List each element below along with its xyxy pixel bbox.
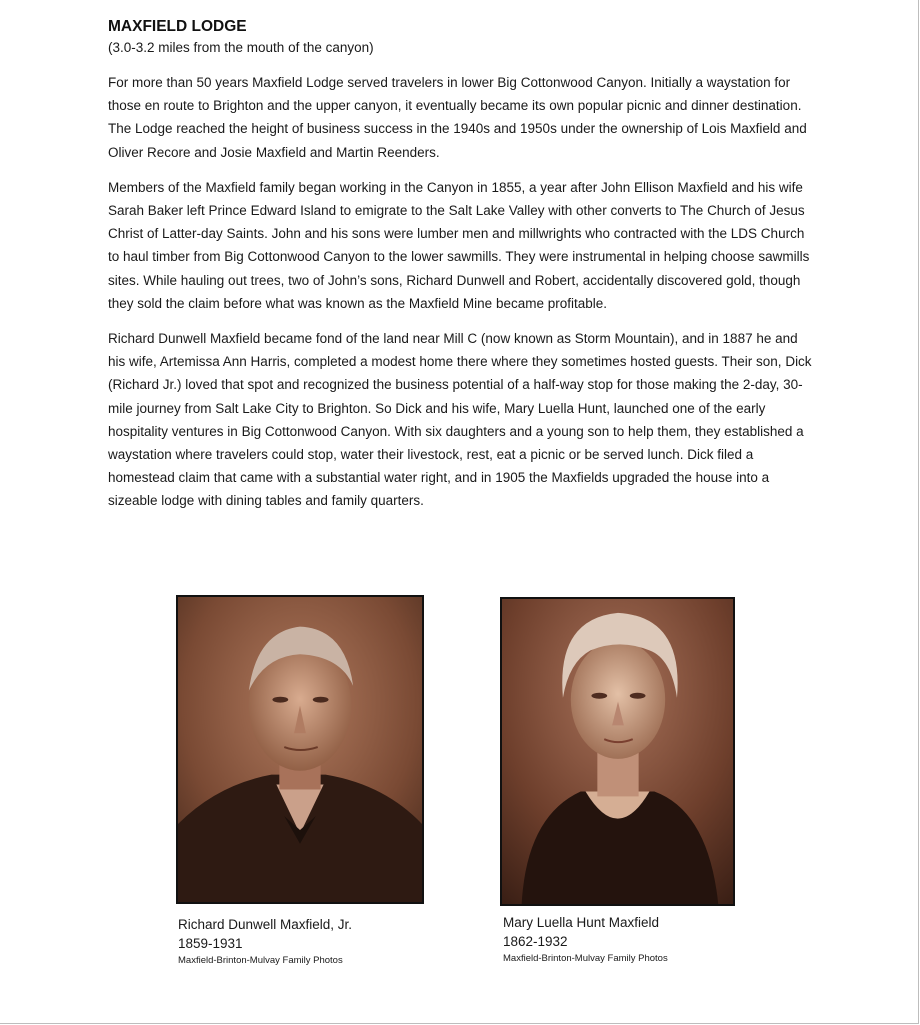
page-title: MAXFIELD LODGE (108, 18, 247, 35)
portrait-photo-richard (176, 595, 424, 904)
article-body (108, 16, 813, 525)
paragraph-3: Richard Dunwell Maxfield became fond of the land near Mill C (now known as Storm Mountain), and in 1887 he and his wife, Artemissa Ann Harris, completed a modest home there where they sometimes hosted guests. Their son, Dick (Richard Jr.) loved that spot and recognized the business potential of a half-way stop for those making the 2-day, 30-mile journey from Salt Lake City to Brighton. So Dick and his wife, Mary Luella Hunt, launched one of the early hospitality ventures in Big Cottonwood Canyon. With six daughters and a young son to help them, they established a waystation where travelers could stop, water their livestock, rest, eat a picnic or be served lunch. Dick filed a homestead claim that came with a substantial water right, and in 1905 the Maxfields upgraded the house into a sizeable lodge with dining tables and family quarters. (108, 331, 812, 509)
caption-credit: Maxfield-Brinton-Mulvay Family Photos (178, 955, 343, 966)
portrait-man-image (178, 597, 422, 902)
caption-name: Richard Dunwell Maxfield, Jr. (178, 917, 353, 932)
caption-years: 1859-1931 (178, 936, 243, 951)
paragraph-1: For more than 50 years Maxfield Lodge served travelers in lower Big Cottonwood Canyon. Initially a waystation for those en route to Brighton and the upper canyon, it eventually became its own popular picnic and dinner destination. The Lodge reached the height of business success in the 1940s and 1950s under the ownership of Lois Maxfield and Oliver Recore and Josie Maxfield and Martin Reenders. (108, 75, 807, 160)
caption-credit: Maxfield-Brinton-Mulvay Family Photos (503, 953, 668, 964)
caption-richard (178, 915, 438, 968)
portrait-photo-mary (500, 597, 735, 906)
page-subtitle: (3.0-3.2 miles from the mouth of the canyon) (108, 40, 374, 55)
caption-years: 1862-1932 (503, 934, 568, 949)
caption-name: Mary Luella Hunt Maxfield (503, 915, 660, 930)
portrait-woman-image (502, 599, 733, 904)
paragraph-2: Members of the Maxfield family began working in the Canyon in 1855, a year after John Ellison Maxfield and his wife Sarah Baker left Prince Edward Island to emigrate to the Salt Lake Valley with other converts to The Church of Jesus Christ of Latter-day Saints. John and his sons were lumber men and millwrights who contracted with the LDS Church to haul timber from Big Cottonwood Canyon to the lower sawmills. They were instrumental in helping choose sawmills sites. While hauling out trees, two of John’s sons, Richard Dunwell and Robert, accidentally discovered gold, though they sold the claim before what was known as the Maxfield Mine became profitable. (108, 179, 810, 311)
caption-mary (503, 913, 763, 966)
